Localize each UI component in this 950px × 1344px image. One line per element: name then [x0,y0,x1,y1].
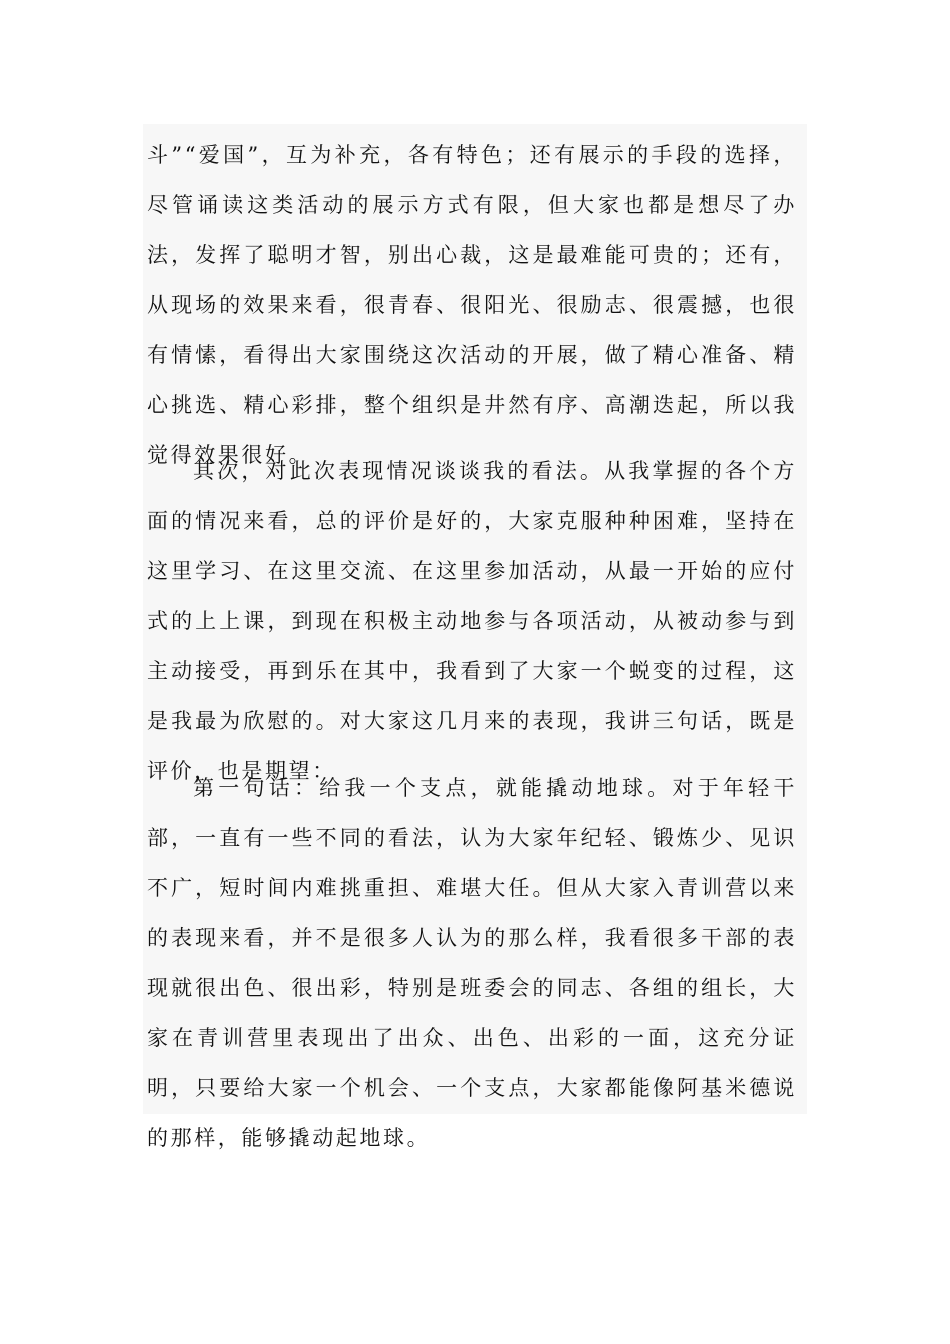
paragraph-2: 其次，对此次表现情况谈谈我的看法。从我掌握的各个方面的情况来看，总的评价是好的，大家克服种种困难，坚持在这里学习、在这里交流、在这里参加活动，从最一开始的应付式的上上课，到现在积极主动地参与各项活动，从被动参与到主动接受，再到乐在其中，我看到了大家一个蜕变的过程，这是我最为欣慰的。对大家这几月来的表现，我讲三句话，既是评价，也是期望： [147,459,797,783]
text-block [143,124,807,1150]
paragraph-1: 斗”“爱国”，互为补充，各有特色；还有展示的手段的选择，尽管诵读这类活动的展示方式有限，但大家也都是想尽了办法，发挥了聪明才智，别出心裁，这是最难能可贵的；还有，从现场的效果来看，很青春、很阳光、很励志、很震撼，也很有情愫，看得出大家围绕这次活动的开展，做了精心准备、精心挑选、精心彩排，整个组织是井然有序、高潮迭起，所以我觉得效果很好。 [147,143,797,467]
paragraph-3: 第一句话：给我一个支点，就能撬动地球。对于年轻干部，一直有一些不同的看法，认为大家年纪轻、锻炼少、见识不广，短时间内难挑重担、难堪大任。但从大家入青训营以来的表现来看，并不是很多人认为的那么样，我看很多干部的表现就很出色、很出彩，特别是班委会的同志、各组的组长，大家在青训营里表现出了出众、出色、出彩的一面，这充分证明，只要给大家一个机会、一个支点，大家都能像阿基米德说的那样，能够撬动起地球。 [147,776,797,1150]
